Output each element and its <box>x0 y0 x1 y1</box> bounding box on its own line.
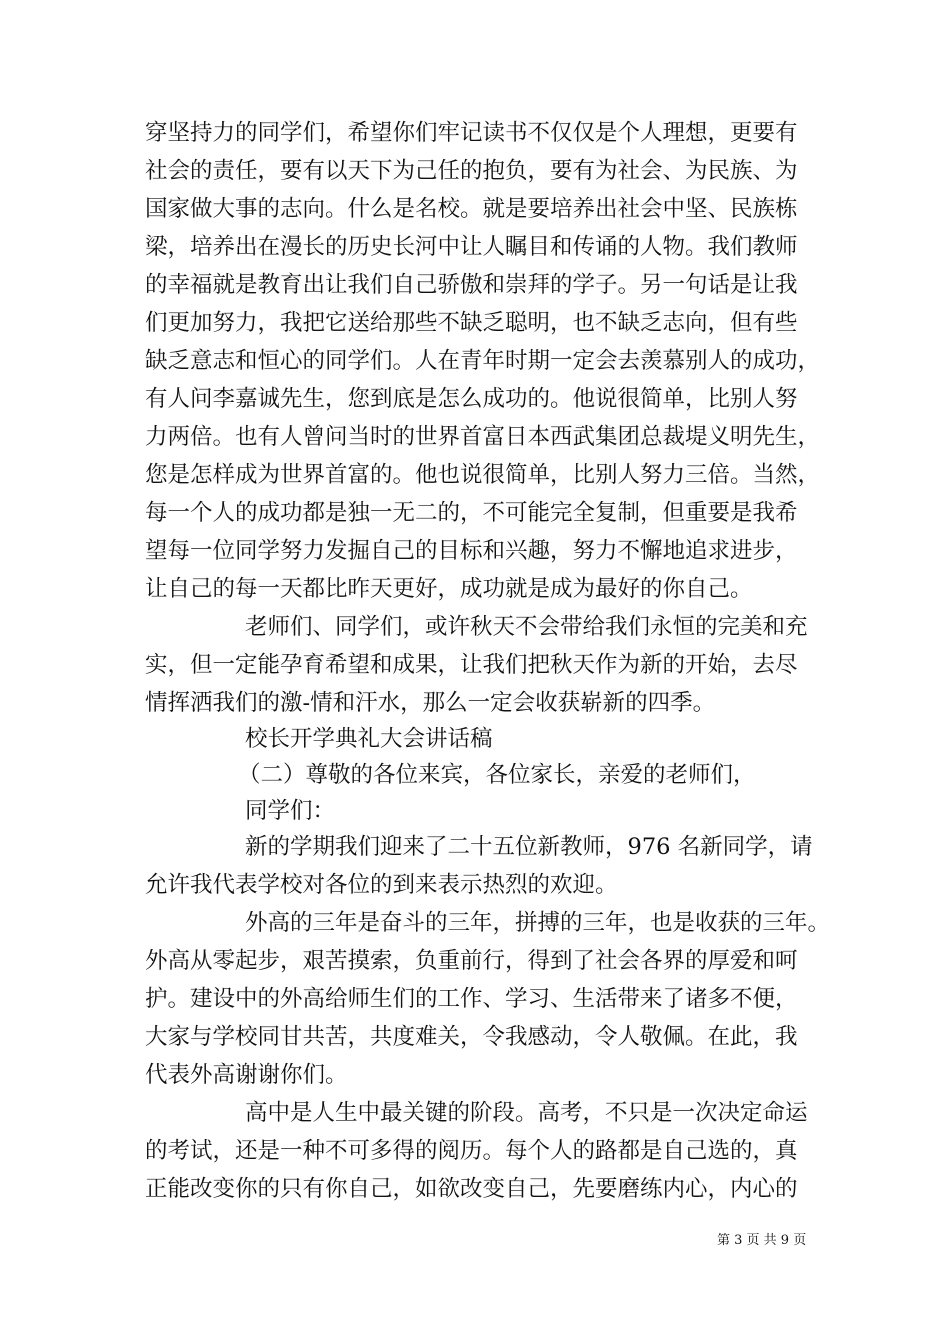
paragraph-line: （二）尊敬的各位来宾，各位家长，亲爱的老师们， <box>238 762 756 788</box>
paragraph-line: 望每一位同学努力发掘自己的目标和兴趣，努力不懈地追求进步， <box>145 538 798 564</box>
paragraph-line: 正能改变你的只有你自己，如欲改变自己，先要磨练内心，内心的 <box>145 1176 798 1202</box>
paragraph-line: 们更加努力，我把它送给那些不缺乏聪明，也不缺乏志向，但有些 <box>145 310 798 336</box>
paragraph-line: 允许我代表学校对各位的到来表示热烈的欢迎。 <box>145 872 618 898</box>
paragraph-line: 穿坚持力的同学们，希望你们牢记读书不仅仅是个人理想，更要有 <box>145 120 798 146</box>
paragraph-line: 代表外高谢谢你们。 <box>145 1062 348 1088</box>
paragraph-line: 实，但一定能孕育希望和成果，让我们把秋天作为新的开始，去尽 <box>145 652 798 678</box>
paragraph-line: 外高的三年是奋斗的三年，拼搏的三年，也是收获的三年。 <box>245 910 831 936</box>
paragraph-line: 高中是人生中最关键的阶段。高考，不只是一次决定命运 <box>245 1100 808 1126</box>
paragraph-line: 同学们： <box>245 798 336 824</box>
paragraph-line: 外高从零起步，艰苦摸索，负重前行，得到了社会各界的厚爱和呵 <box>145 948 798 974</box>
paragraph-line: 有人问李嘉诚先生，您到底是怎么成功的。他说很简单，比别人努 <box>145 386 798 412</box>
paragraph-line: 新的学期我们迎来了二十五位新教师，976 名新同学，请 <box>245 834 813 860</box>
paragraph-line: 护。建设中的外高给师生们的工作、学习、生活带来了诸多不便， <box>145 986 798 1012</box>
paragraph-line: 每一个人的成功都是独一无二的，不可能完全复制，但重要是我希 <box>145 500 798 526</box>
paragraph-line: 的幸福就是教育出让我们自己骄傲和崇拜的学子。另一句话是让我 <box>145 272 798 298</box>
paragraph-line: 缺乏意志和恒心的同学们。人在青年时期一定会去羡慕别人的成功， <box>145 348 821 374</box>
page-number: 第 3 页 共 9 页 <box>717 1233 807 1248</box>
paragraph-line: 社会的责任，要有以天下为己任的抱负，要有为社会、为民族、为 <box>145 158 798 184</box>
paragraph-line: 老师们、同学们，或许秋天不会带给我们永恒的完美和充 <box>245 614 808 640</box>
paragraph-line: 大家与学校同甘共苦，共度难关，令我感动，令人敬佩。在此，我 <box>145 1024 798 1050</box>
section-heading: 校长开学典礼大会讲话稿 <box>245 726 493 752</box>
paragraph-line: 情挥洒我们的激-情和汗水，那么一定会收获崭新的四季。 <box>145 690 716 716</box>
paragraph-line: 您是怎样成为世界首富的。他也说很简单，比别人努力三倍。当然， <box>145 462 821 488</box>
paragraph-line: 国家做大事的志向。什么是名校。就是要培养出社会中坚、民族栋 <box>145 196 798 222</box>
paragraph-line: 梁，培养出在漫长的历史长河中让人瞩目和传诵的人物。我们教师 <box>145 234 798 260</box>
paragraph-line: 的考试，还是一种不可多得的阅历。每个人的路都是自己选的，真 <box>145 1138 798 1164</box>
paragraph-line: 力两倍。也有人曾问当时的世界首富日本西武集团总裁堤义明先生， <box>145 424 821 450</box>
paragraph-line: 让自己的每一天都比昨天更好，成功就是成为最好的你自己。 <box>145 576 753 602</box>
